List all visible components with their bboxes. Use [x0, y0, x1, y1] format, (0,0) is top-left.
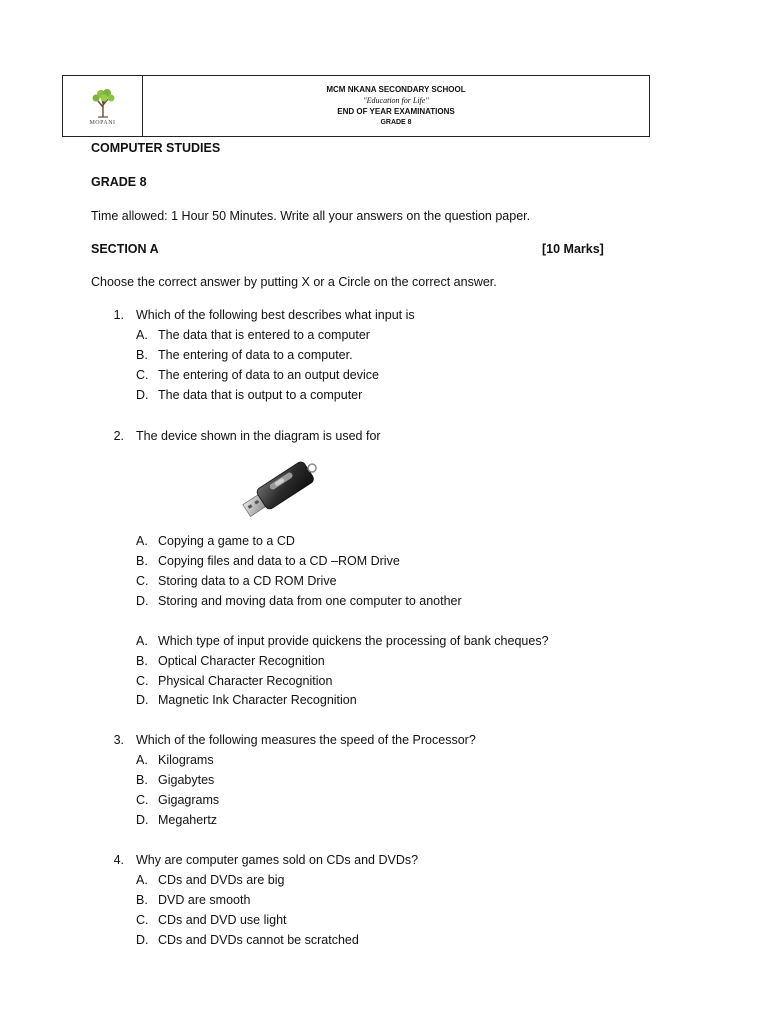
- question-text: Which type of input provide quickens the processing of bank cheques?: [158, 634, 549, 648]
- option-letter: A.: [136, 873, 148, 887]
- header-box: [62, 75, 650, 137]
- instructions: Choose the correct answer by putting X or a Circle on the correct answer.: [91, 275, 497, 289]
- logo-text: MOPANI: [89, 119, 116, 126]
- option-text[interactable]: Storing data to a CD ROM Drive: [158, 574, 337, 588]
- option-text[interactable]: Gigagrams: [158, 793, 220, 807]
- header-text: [143, 76, 649, 136]
- option-text[interactable]: Storing and moving data from one computer to another: [158, 594, 462, 608]
- option-text[interactable]: Gigabytes: [158, 773, 215, 787]
- option-text[interactable]: Megahertz: [158, 813, 218, 827]
- header-grade: GRADE 8: [380, 119, 412, 126]
- option-letter: D.: [136, 594, 149, 608]
- logo-cell: [63, 76, 143, 136]
- option-letter: D.: [136, 933, 149, 947]
- question-number: A.: [136, 634, 148, 648]
- option-text[interactable]: Kilograms: [158, 753, 214, 767]
- option-letter: D.: [136, 388, 149, 402]
- option-letter: C.: [136, 793, 149, 807]
- time-allowed: Time allowed: 1 Hour 50 Minutes. Write all your answers on the question paper.: [91, 209, 531, 223]
- option-text[interactable]: The entering of data to a computer.: [158, 348, 353, 362]
- option-letter: A.: [136, 534, 148, 548]
- option-letter: D.: [136, 693, 149, 707]
- exam-title: END OF YEAR EXAMINATIONS: [337, 107, 455, 116]
- option-letter: C.: [136, 368, 149, 382]
- option-letter: C.: [136, 674, 149, 688]
- option-text[interactable]: The entering of data to an output device: [158, 368, 379, 382]
- option-letter: D.: [136, 813, 149, 827]
- question-number: 2.: [113, 429, 124, 443]
- option-text[interactable]: Physical Character Recognition: [158, 674, 333, 688]
- question-text: Which of the following measures the speed of the Processor?: [136, 733, 476, 747]
- option-text[interactable]: DVD are smooth: [158, 893, 251, 907]
- option-text[interactable]: CDs and DVDs cannot be scratched: [158, 933, 359, 947]
- tree-logo-icon: [88, 87, 118, 119]
- question-number: 4.: [113, 853, 124, 867]
- section-title: SECTION A: [91, 242, 159, 256]
- subject-title: COMPUTER STUDIES: [91, 141, 221, 155]
- question-number: 1.: [113, 308, 124, 322]
- option-letter: A.: [136, 328, 148, 342]
- question-number: 3.: [113, 733, 124, 747]
- school-name: MCM NKANA SECONDARY SCHOOL: [326, 85, 466, 94]
- usb-flash-drive-icon: [232, 450, 324, 528]
- option-letter: C.: [136, 574, 149, 588]
- option-letter: B.: [136, 773, 148, 787]
- option-letter: A.: [136, 753, 148, 767]
- question-text: Which of the following best describes what input is: [136, 308, 415, 322]
- option-letter: B.: [136, 654, 148, 668]
- grade-title: GRADE 8: [91, 175, 147, 189]
- option-text[interactable]: The data that is entered to a computer: [158, 328, 370, 342]
- option-text[interactable]: The data that is output to a computer: [158, 388, 363, 402]
- school-motto: "Education for Life": [363, 96, 429, 105]
- section-marks: [10 Marks]: [542, 242, 604, 256]
- option-letter: B.: [136, 348, 148, 362]
- option-text[interactable]: Optical Character Recognition: [158, 654, 325, 668]
- option-text[interactable]: Copying files and data to a CD –ROM Drive: [158, 554, 400, 568]
- option-letter: B.: [136, 893, 148, 907]
- option-letter: C.: [136, 913, 149, 927]
- question-text: Why are computer games sold on CDs and DVDs?: [136, 853, 419, 867]
- option-text[interactable]: Magnetic Ink Character Recognition: [158, 693, 357, 707]
- question-text: The device shown in the diagram is used for: [136, 429, 381, 443]
- option-letter: B.: [136, 554, 148, 568]
- option-text[interactable]: Copying a game to a CD: [158, 534, 295, 548]
- option-text[interactable]: CDs and DVDs are big: [158, 873, 285, 887]
- option-text[interactable]: CDs and DVD use light: [158, 913, 287, 927]
